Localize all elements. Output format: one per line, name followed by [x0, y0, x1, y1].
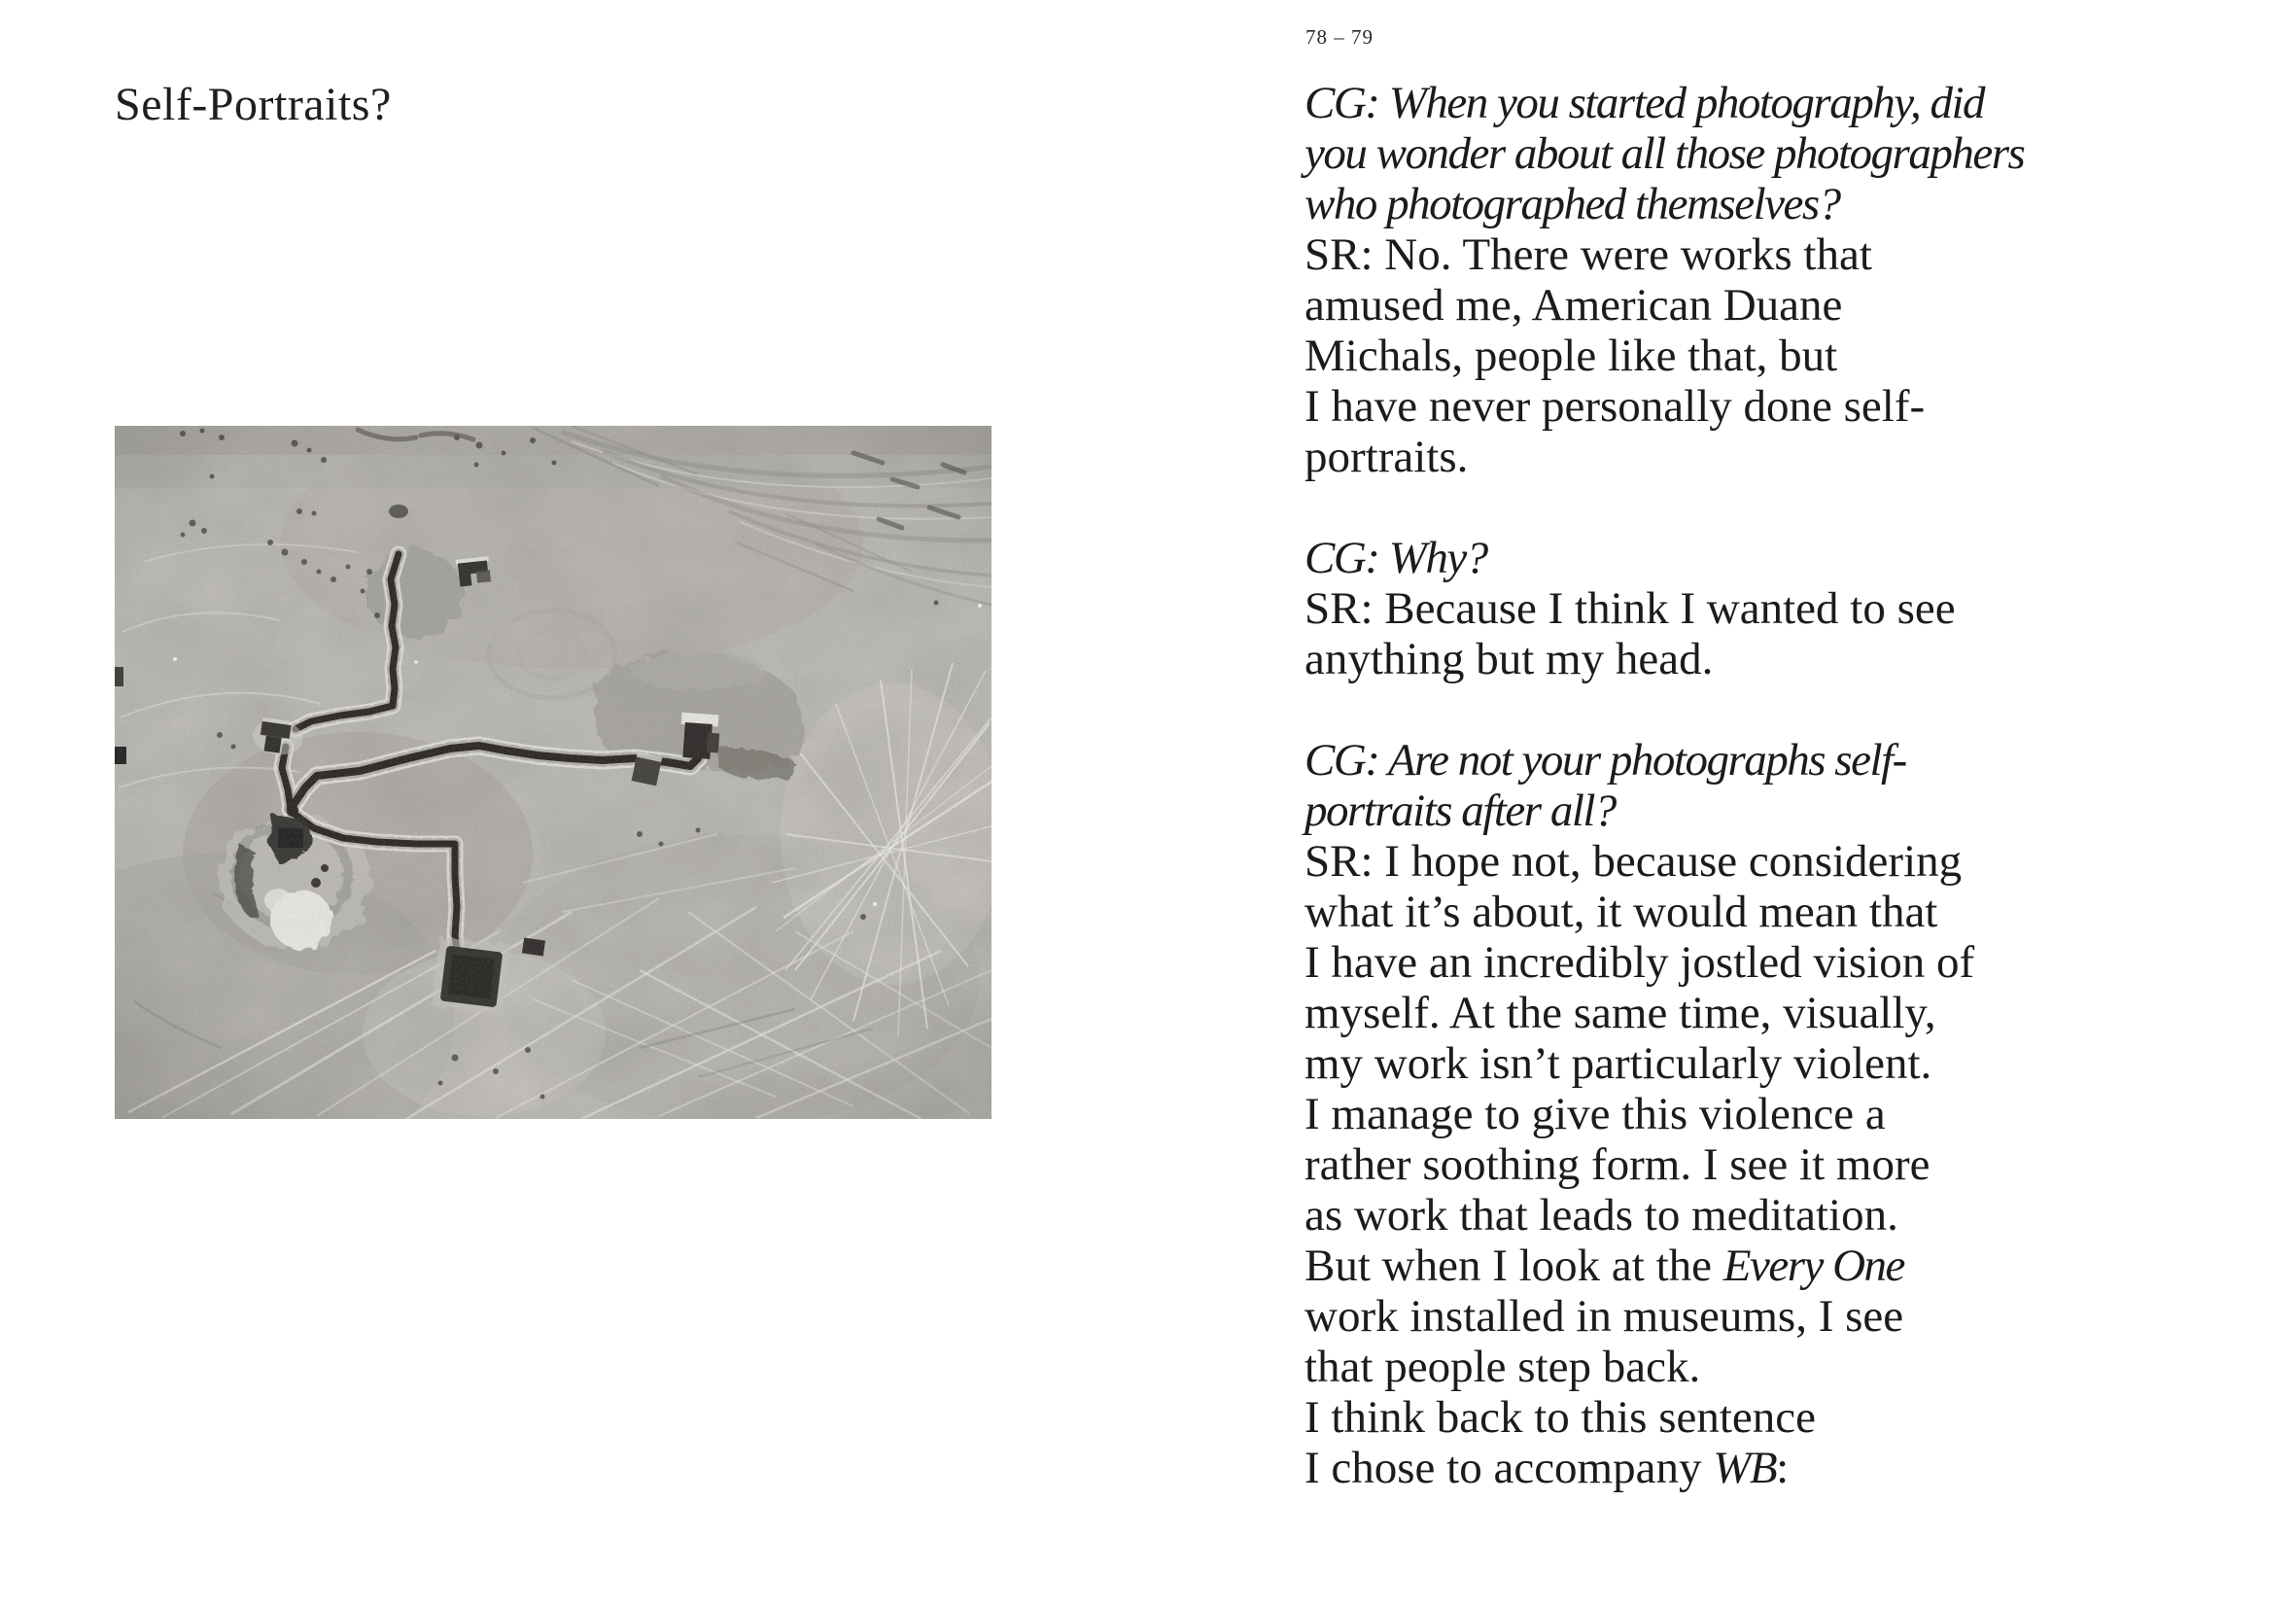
dialogue-line: [1305, 735, 2063, 786]
dialogue-line: [1305, 634, 2063, 684]
dialogue-text: :: [1776, 1443, 1790, 1493]
dialogue-text: I have an incredibly jostled vision of: [1305, 937, 1975, 988]
dialogue-line: [1305, 1291, 2063, 1342]
dialogue-line: [1305, 1392, 2063, 1443]
dialogue-text: anything but my head.: [1305, 634, 1714, 684]
dialogue-text: rather soothing form. I see it more: [1305, 1139, 1931, 1190]
dialogue-paragraph: [1305, 735, 2063, 1493]
dialogue-paragraph: [1305, 78, 2063, 482]
dialogue-line: [1305, 1342, 2063, 1392]
dialogue-text: SR: Because I think I wanted to see: [1305, 583, 1956, 634]
dialogue-text: my work isn’t particularly violent.: [1305, 1038, 1932, 1089]
dialogue-line: [1305, 1190, 2063, 1240]
dialogue-line: [1305, 381, 2063, 432]
page-title: Self-Portraits?: [115, 79, 392, 130]
dialogue-text: as work that leads to meditation.: [1305, 1190, 1898, 1240]
dialogue-line: [1305, 128, 2063, 179]
dialogue-text: myself. At the same time, visually,: [1305, 988, 1936, 1038]
dialogue-line: [1305, 78, 2063, 128]
dialogue-text-italic: CG: When you started photography, did: [1305, 78, 1985, 128]
dialogue-text: I think back to this sentence: [1305, 1392, 1816, 1443]
dialogue-text: SR: No. There were works that: [1305, 229, 1872, 280]
dialogue-line: [1305, 583, 2063, 634]
dialogue-line: [1305, 1139, 2063, 1190]
dialogue-text: SR: I hope not, because considering: [1305, 836, 1963, 887]
dialogue-line: [1305, 1089, 2063, 1139]
dialogue-text-italic: Every One: [1722, 1240, 1904, 1291]
aerial-photograph: [115, 426, 991, 1119]
dialogue-text-italic: CG: Why?: [1305, 533, 1487, 583]
dialogue-line: [1305, 836, 2063, 887]
dialogue-text: what it’s about, it would mean that: [1305, 887, 1938, 937]
dialogue-paragraph: [1305, 533, 2063, 684]
dialogue-line: [1305, 937, 2063, 988]
dialogue-line: [1305, 229, 2063, 280]
dialogue-line: [1305, 786, 2063, 836]
dialogue-text-italic: WB: [1713, 1443, 1777, 1493]
interview-dialogue: [1305, 78, 2063, 1493]
dialogue-text: I manage to give this violence a: [1305, 1089, 1886, 1139]
dialogue-line: [1305, 533, 2063, 583]
dialogue-text-italic: who photographed themselves?: [1305, 179, 1840, 229]
aerial-photo-art: [115, 426, 991, 1119]
dialogue-line: [1305, 887, 2063, 937]
dialogue-text: that people step back.: [1305, 1342, 1701, 1392]
dialogue-line: [1305, 331, 2063, 381]
dialogue-text-italic: portraits after all?: [1305, 786, 1616, 836]
dialogue-text: I have never personally done self-: [1305, 381, 1926, 432]
dialogue-line: [1305, 432, 2063, 482]
dialogue-line: [1305, 1240, 2063, 1291]
dialogue-text-italic: CG: Are not your photographs self-: [1305, 735, 1906, 786]
dialogue-text-italic: you wonder about all those photographers: [1305, 128, 2025, 179]
folio-page-numbers: 78 – 79: [1305, 25, 1374, 49]
dialogue-text: portraits.: [1305, 432, 1469, 482]
dialogue-line: [1305, 988, 2063, 1038]
dialogue-text: amused me, American Duane: [1305, 280, 1843, 331]
dialogue-line: [1305, 1038, 2063, 1089]
dialogue-line: [1305, 1443, 2063, 1493]
dialogue-line: [1305, 280, 2063, 331]
dialogue-text: But when I look at the: [1305, 1240, 1723, 1291]
dialogue-text: I chose to accompany: [1305, 1443, 1714, 1493]
dialogue-text: Michals, people like that, but: [1305, 331, 1838, 381]
dialogue-text: work installed in museums, I see: [1305, 1291, 1904, 1342]
dialogue-line: [1305, 179, 2063, 229]
